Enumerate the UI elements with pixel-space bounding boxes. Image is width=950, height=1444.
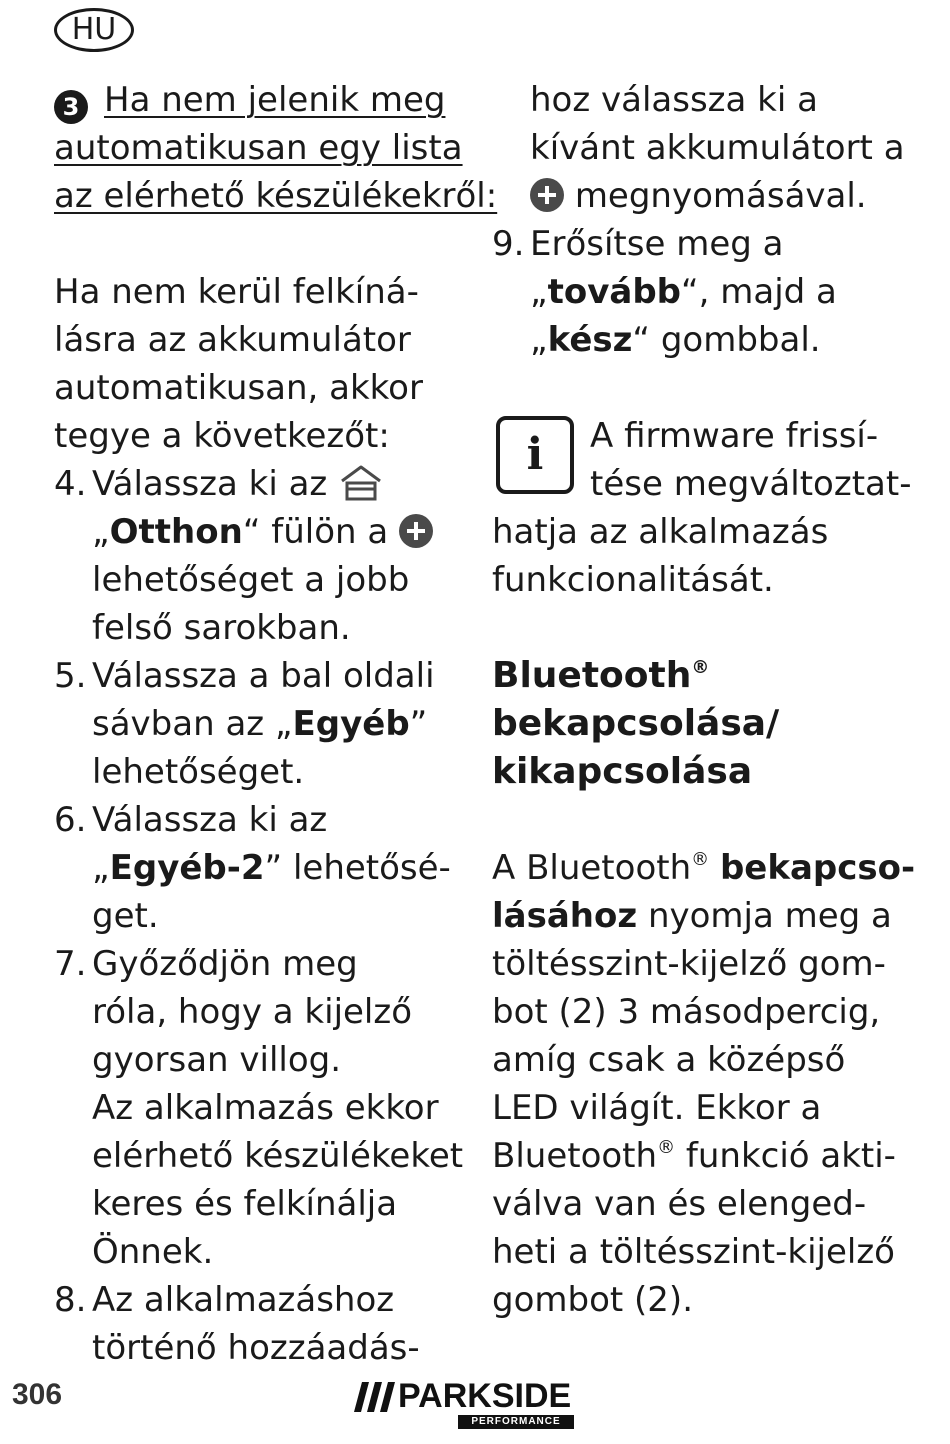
intro-line: lásra az akkumulátor [54,320,411,360]
plus-circle-icon [530,178,564,212]
language-badge: HU [54,8,134,52]
step-number-circle: 3 [54,90,88,124]
step-5: 5. Válassza a bal oldali sávban az „Egyéb” lehetőséget. [54,652,464,796]
info-note: i A firmware frissí- tése megváltoztat- hatja az alkalmazás funkcionalitását. [492,416,912,600]
step-4: 4. Válassza ki az „Otthon“ fülön a lehetőséget a jobb felső sarokban. [54,460,464,652]
intro-line: Ha nem kerül felkíná- [54,272,419,312]
step-7: 7. Győződjön meg róla, hogy a kijelző gyorsan villog. Az alkalmazás ekkor elérhető készülékeket keres és felkínálja Önnek. [54,940,464,1276]
section-heading: Bluetooth® bekapcsolása/ kikapcsolása [492,655,780,792]
button-label-kesz: kész [547,320,633,360]
logo-slashes-icon [354,1382,398,1412]
step-number: 6. [54,800,87,840]
page-number: 306 [12,1378,63,1411]
step-number: 9. [492,224,525,264]
step-8-continued: hoz válassza ki a kívánt akkumulátort a megnyomásával. [530,80,905,216]
step-number: 7. [54,944,87,984]
step-9: 9. Erősítse meg a „tovább“, majd a „kész“ gombbal. [492,220,912,364]
left-column [54,76,498,1372]
subheading-line-3: az elérhető készülékekről: [54,176,498,216]
intro-line: tegye a következőt: [54,416,390,456]
button-label-tovabb: tovább [547,272,682,312]
info-icon: i [496,416,574,494]
home-icon [338,463,384,503]
step-8: 8. Az alkalmazáshoz történő hozzáadás- [54,1276,464,1372]
step-number: 5. [54,656,87,696]
step-number: 8. [54,1280,87,1320]
brand-name: PARKSIDE [398,1377,572,1415]
plus-circle-icon [399,514,433,548]
step-number: 4. [54,464,87,504]
subheading-line-2: automatikusan egy lista [54,128,463,168]
parkside-logo [354,1378,574,1432]
subheading-line-1: 3 Ha nem jelenik meg [54,76,464,124]
brand-subline: PERFORMANCE [458,1415,574,1429]
tab-label-otthon: Otthon [109,512,243,552]
section-body: A Bluetooth® bekapcso- lásához nyomja meg a töltésszint-kijelző gom- bot (2) 3 másodpercig, amíg csak a középső LED világít. Ekkor a Bluetooth® funkció akti- válva van és elenged- heti a töltésszint-kijelző gombot (2). [492,848,916,1320]
intro-line: automatikusan, akkor [54,368,423,408]
right-column [492,76,916,1324]
step-6: 6. Válassza ki az „Egyéb-2” lehetősé- get. [54,796,464,940]
